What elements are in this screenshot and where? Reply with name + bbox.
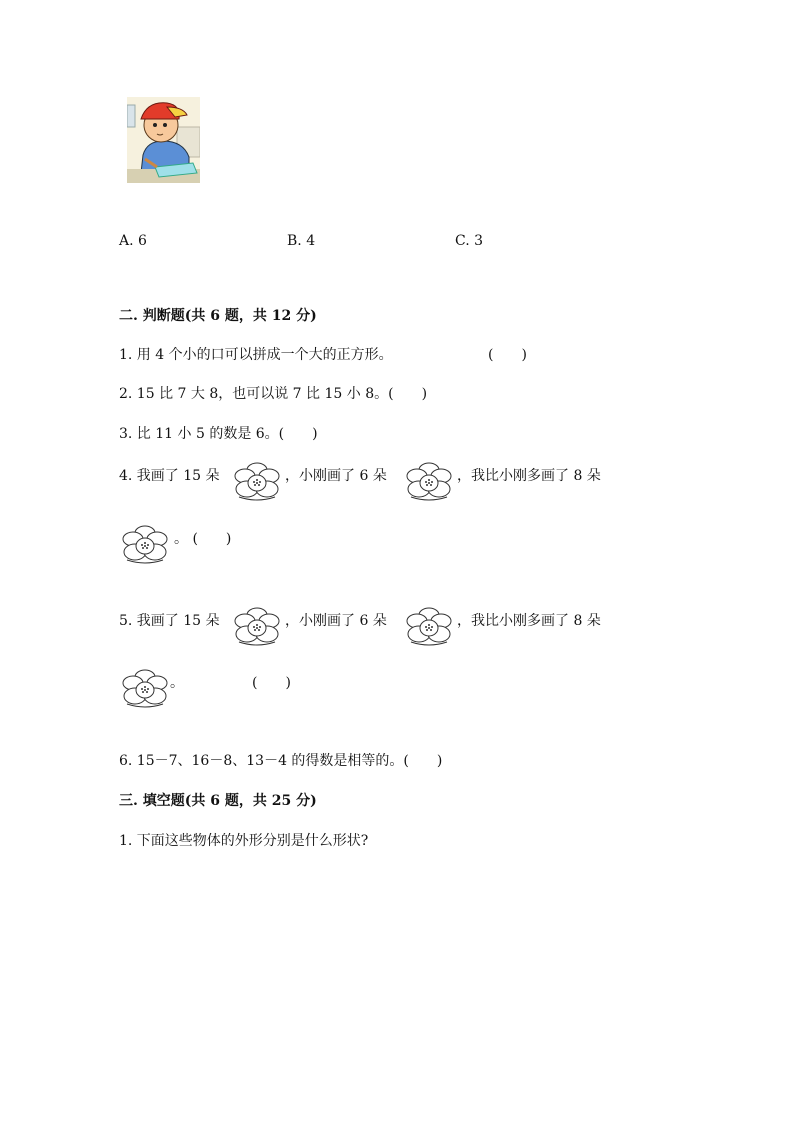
- flower-icon: [405, 606, 453, 646]
- question-2-4-part1: 4. 我画了 15 朵: [119, 468, 220, 484]
- question-2-1-answer-paren: ( ): [488, 347, 527, 363]
- question-3-1: 1. 下面这些物体的外形分别是什么形状?: [119, 833, 369, 849]
- question-2-3: 3. 比 11 小 5 的数是 6。( ): [119, 426, 318, 442]
- option-c: C. 3: [455, 233, 484, 249]
- section-3-title: 三. 填空题(共 6 题，共 25 分): [119, 793, 317, 809]
- question-2-1: 1. 用 4 个小的口可以拼成一个大的正方形。: [119, 347, 393, 363]
- flower-icon: [405, 461, 453, 501]
- question-2-4-part2: ，小刚画了 6 朵: [285, 468, 387, 484]
- question-2-4-part4: 。 ( ): [174, 531, 232, 547]
- question-2-6: 6. 15－7、16－8、13－4 的得数是相等的。( ): [119, 753, 443, 769]
- question-2-2: 2. 15 比 7 大 8，也可以说 7 比 15 小 8。( ): [119, 386, 428, 402]
- question-2-5-part1: 5. 我画了 15 朵: [119, 613, 220, 629]
- flower-icon: [121, 524, 169, 564]
- question-2-5-part3: ，我比小刚多画了 8 朵: [457, 613, 601, 629]
- option-a: A. 6: [119, 233, 147, 249]
- flower-icon: [233, 606, 281, 646]
- boy-drawing-illustration: [127, 97, 200, 183]
- question-2-4-part3: ，我比小刚多画了 8 朵: [457, 468, 601, 484]
- section-2-title: 二. 判断题(共 6 题，共 12 分): [119, 308, 317, 324]
- flower-icon: [233, 461, 281, 501]
- flower-icon: [121, 668, 169, 708]
- question-2-5-part4: 。: [170, 675, 184, 691]
- option-b: B. 4: [287, 233, 316, 249]
- question-2-5-part2: ，小刚画了 6 朵: [285, 613, 387, 629]
- question-2-5-answer-paren: ( ): [252, 675, 291, 691]
